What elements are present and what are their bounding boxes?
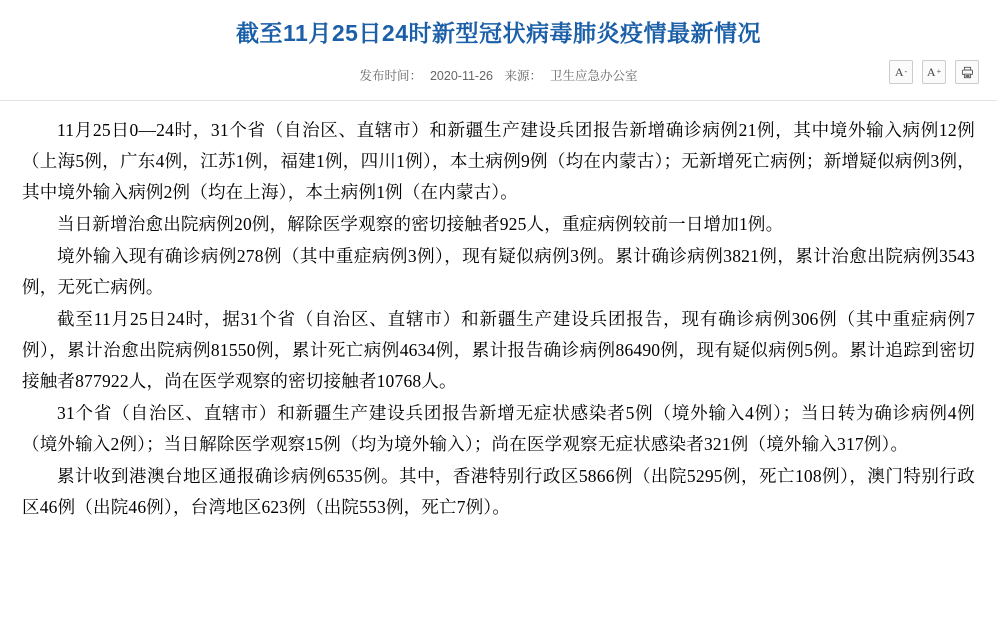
paragraph: 当日新增治愈出院病例20例，解除医学观察的密切接触者925人，重症病例较前一日增加1例。: [57, 214, 784, 234]
paragraph: 11月25日0—24时，31个省（自治区、直辖市）和新疆生产建设兵团报告新增确诊病例21例，其中境外输入病例12例（上海5例，广东4例，江苏1例，福建1例，四川1例），本土病例9例（均在内蒙古）；无新增死亡病例；新增疑似病例3例，其中境外输入病例2例（均在上海），本土病例1例（在内蒙古）。: [22, 120, 975, 202]
source-label: 来源：: [504, 69, 542, 83]
source-value: 卫生应急办公室: [550, 69, 638, 83]
page-title: 截至11月25日24时新型冠状病毒肺炎疫情最新情况: [236, 20, 761, 46]
paragraph: 境外输入现有确诊病例278例（其中重症病例3例），现有疑似病例3例。累计确诊病例3821例，累计治愈出院病例3543例，无死亡病例。: [22, 246, 975, 297]
document-header: [0, 0, 997, 84]
printer-icon: [961, 66, 974, 79]
increase-font-label: A: [926, 65, 936, 79]
print-button[interactable]: [955, 60, 979, 84]
paragraph: 截至11月25日24时，据31个省（自治区、直辖市）和新疆生产建设兵团报告，现有确诊病例306例（其中重症病例7例），累计治愈出院病例81550例，累计死亡病例4634例，累计报告确诊病例86490例，现有疑似病例5例。累计追踪到密切接触者877922人，尚在医学观察的密切接触者10768人。: [22, 309, 975, 391]
increase-font-sign: +: [936, 67, 942, 76]
publish-time-value: 2020-11-26: [429, 69, 493, 83]
paragraph: 31个省（自治区、直辖市）和新疆生产建设兵团报告新增无症状感染者5例（境外输入4例）；当日转为确诊病例4例（境外输入2例）；当日解除医学观察15例（均为境外输入）；尚在医学观察无症状感染者321例（境外输入317例）。: [22, 403, 975, 454]
paragraph: 累计收到港澳台地区通报确诊病例6535例。其中，香港特别行政区5866例（出院5295例，死亡108例），澳门特别行政区46例（出院46例），台湾地区623例（出院553例，死亡7例）。: [22, 466, 975, 517]
increase-font-button[interactable]: [922, 60, 946, 84]
document-meta: [0, 66, 997, 84]
decrease-font-label: A: [894, 65, 904, 79]
decrease-font-sign: -: [904, 67, 908, 76]
decrease-font-button[interactable]: [889, 60, 913, 84]
toolbar[interactable]: [889, 60, 979, 84]
article-body: [0, 101, 997, 523]
publish-time-label: 发布时间：: [359, 69, 422, 83]
